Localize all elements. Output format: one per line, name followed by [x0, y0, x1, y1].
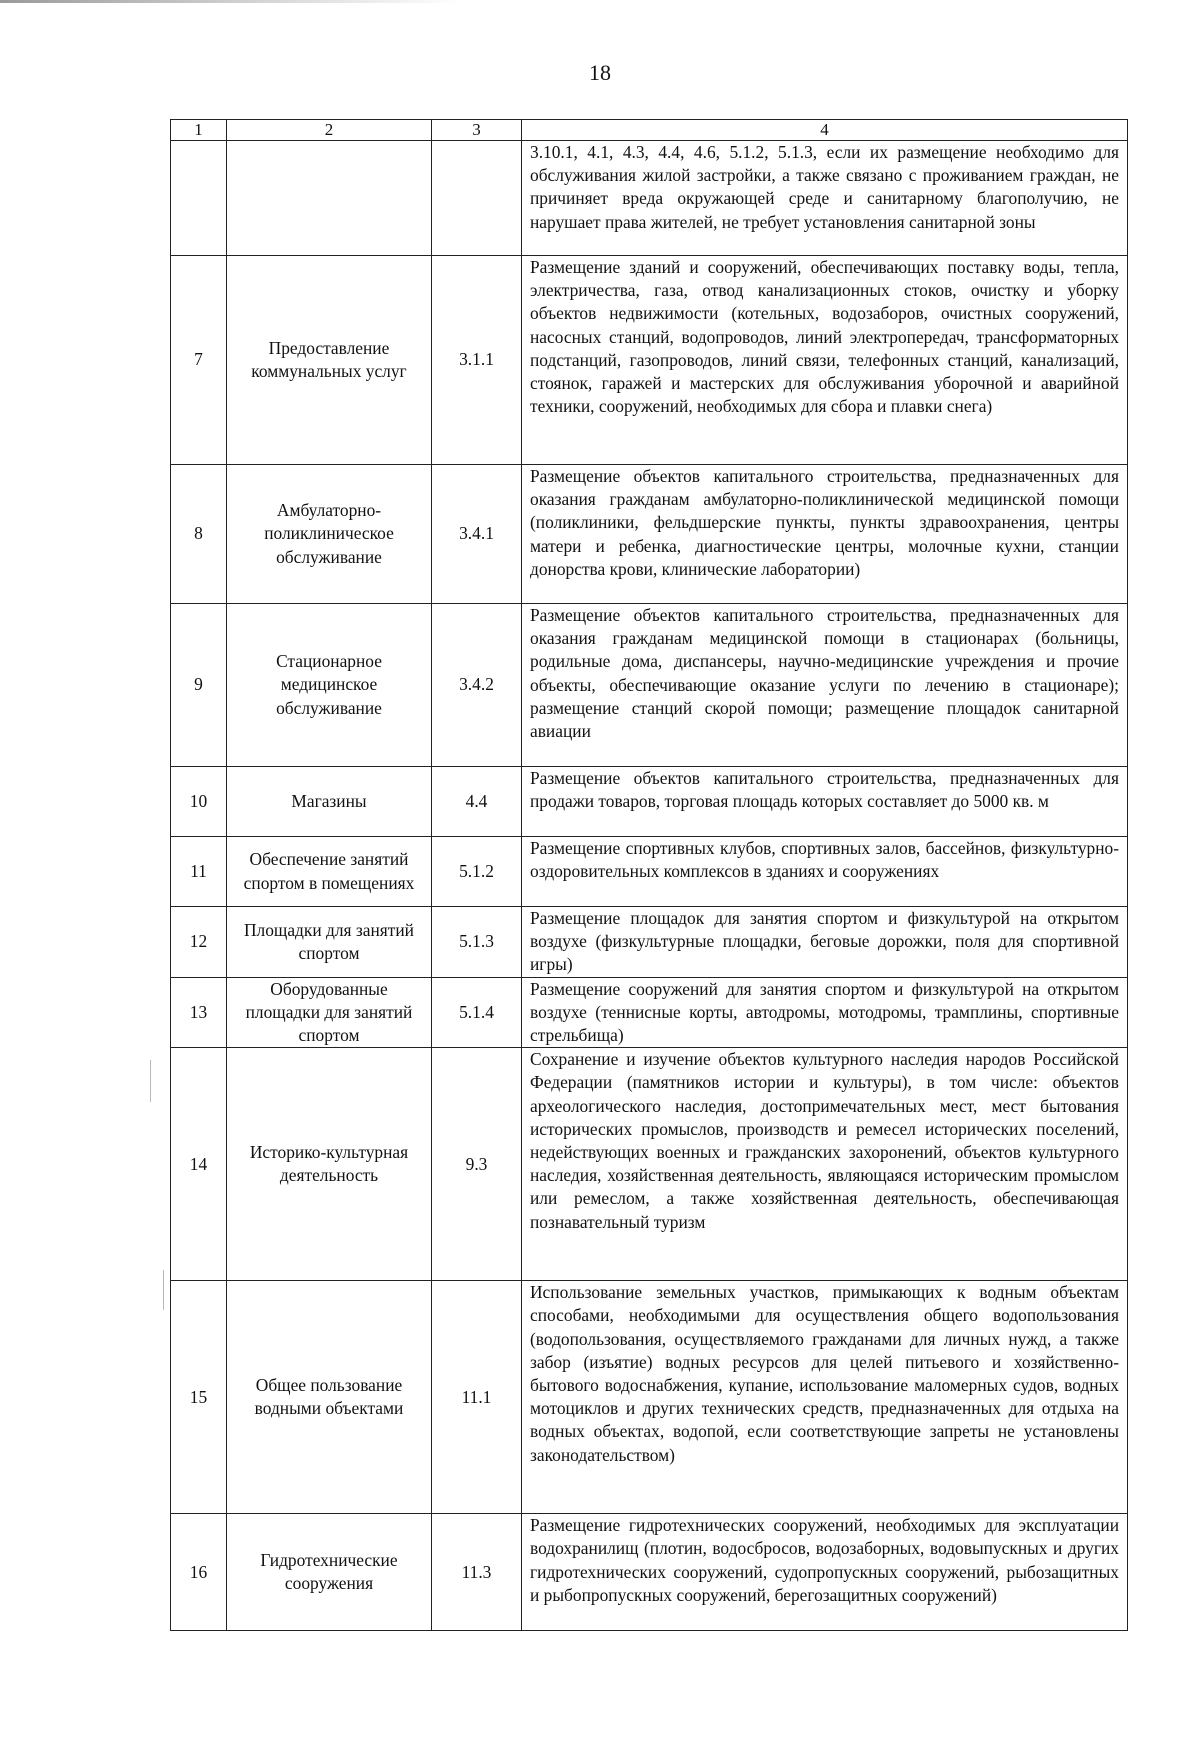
- table-row: [171, 141, 1128, 256]
- scan-margin-artifact: [150, 1060, 151, 1102]
- classifier-code: 5.1.2: [432, 837, 522, 907]
- use-description: Размещение площадок для занятия спортом и физкультурой на открытом воздухе (физкультурные площадки, беговые дорожки, поля для спортивной игры): [522, 907, 1128, 978]
- use-type-name: Гидротехнические сооружения: [227, 1514, 432, 1631]
- table-row: [171, 465, 1128, 604]
- table-row: [171, 604, 1128, 767]
- row-number: 7: [171, 256, 227, 465]
- classifier-code: 11.1: [432, 1281, 522, 1514]
- use-type-name: Общее пользование водными объектами: [227, 1281, 432, 1514]
- row-number: 13: [171, 977, 227, 1048]
- classifier-code: 5.1.3: [432, 907, 522, 978]
- use-type-name: Стационарное медицинское обслуживание: [227, 604, 432, 767]
- use-description: Размещение объектов капитального строительства, предназначенных для оказания гражданам амбулаторно-поликлинической медицинской помощи (поликлиники, фельдшерские пункты, пункты здравоохранения, центры матери и ребенка, диагностические центры, молочные кухни, станции донорства крови, клинические лаборатории): [522, 465, 1128, 604]
- table-row: [171, 1281, 1128, 1514]
- classifier-code: 9.3: [432, 1048, 522, 1281]
- use-description: Использование земельных участков, примыкающих к водным объектам способами, необходимыми для осуществления общего водопользования (водопользования, осуществляемого гражданами для личных нужд, а также забор (изъятие) водных ресурсов для целей питьевого и хозяйственно-бытового водоснабжения, купание, использование маломерных судов, водных мотоциклов и других технических средств, предназначенных для отдыха на водных объектах, водопой, если соответствующие запреты не установлены законодательством): [522, 1281, 1128, 1514]
- use-description: Размещение сооружений для занятия спортом и физкультурой на открытом воздухе (теннисные корты, автодромы, мотодромы, трамплины, спортивные стрельбища): [522, 977, 1128, 1048]
- use-description: Размещение объектов капитального строительства, предназначенных для оказания гражданам медицинской помощи в стационарах (больницы, родильные дома, диспансеры, научно-медицинские учреждения и прочие объекты, обеспечивающие оказание услуги по лечению в стационаре); размещение станций скорой помощи; размещение площадок санитарной авиации: [522, 604, 1128, 767]
- classifier-code: 11.3: [432, 1514, 522, 1631]
- column-header-4: 4: [522, 120, 1128, 141]
- use-type-name: Площадки для занятий спортом: [227, 907, 432, 978]
- use-description: 3.10.1, 4.1, 4.3, 4.4, 4.6, 5.1.2, 5.1.3, если их размещение необходимо для обслуживания жилой застройки, а также связано с проживанием граждан, не причиняет вреда окружающей среде и санитарному благополучию, не нарушает права жителей, не требует установления санитарной зоны: [522, 141, 1128, 256]
- row-number: 10: [171, 767, 227, 837]
- classifier-code: 3.4.1: [432, 465, 522, 604]
- classifier-code: [432, 141, 522, 256]
- land-use-table: [170, 119, 1128, 1631]
- table-row: [171, 977, 1128, 1048]
- row-number: 15: [171, 1281, 227, 1514]
- use-description: Размещение объектов капитального строительства, предназначенных для продажи товаров, торговая площадь которых составляет до 5000 кв. м: [522, 767, 1128, 837]
- table-row: [171, 1514, 1128, 1631]
- table-row: [171, 767, 1128, 837]
- table-header-row: [171, 120, 1128, 141]
- row-number: [171, 141, 227, 256]
- use-description: Сохранение и изучение объектов культурного наследия народов Российской Федерации (памятников истории и культуры), в том числе: объектов археологического наследия, достопримечательных мест, мест бытования исторических промыслов, производств и ремесел исторических поселений, недействующих военных и гражданских захоронений, объектов культурного наследия, хозяйственная деятельность, являющаяся историческим промыслом или ремеслом, а также хозяйственная деятельность, обеспечивающая познавательный туризм: [522, 1048, 1128, 1281]
- row-number: 11: [171, 837, 227, 907]
- row-number: 14: [171, 1048, 227, 1281]
- column-header-3: 3: [432, 120, 522, 141]
- use-type-name: Амбулаторно-поликлиническое обслуживание: [227, 465, 432, 604]
- use-type-name: Обеспечение занятий спортом в помещениях: [227, 837, 432, 907]
- row-number: 8: [171, 465, 227, 604]
- use-description: Размещение спортивных клубов, спортивных залов, бассейнов, физкультурно-оздоровительных комплексов в зданиях и сооружениях: [522, 837, 1128, 907]
- column-header-1: 1: [171, 120, 227, 141]
- scan-edge-artifact: [0, 0, 460, 3]
- row-number: 12: [171, 907, 227, 978]
- scan-margin-artifact: [163, 1270, 164, 1310]
- table-row: [171, 256, 1128, 465]
- table-row: [171, 837, 1128, 907]
- classifier-code: 4.4: [432, 767, 522, 837]
- classifier-code: 3.1.1: [432, 256, 522, 465]
- column-header-2: 2: [227, 120, 432, 141]
- use-description: Размещение гидротехнических сооружений, необходимых для эксплуатации водохранилищ (плотин, водосбросов, водозаборных, водовыпускных и других гидротехнических сооружений, судопропускных сооружений, рыбозащитных и рыбопропускных сооружений, берегозащитных сооружений): [522, 1514, 1128, 1631]
- use-type-name: Оборудованные площадки для занятий спортом: [227, 977, 432, 1048]
- classifier-code: 5.1.4: [432, 977, 522, 1048]
- table-row: [171, 907, 1128, 978]
- row-number: 16: [171, 1514, 227, 1631]
- page-number: 18: [589, 60, 611, 85]
- use-description: Размещение зданий и сооружений, обеспечивающих поставку воды, тепла, электричества, газа, отвод канализационных стоков, очистку и уборку объектов недвижимости (котельных, водозаборов, очистных сооружений, насосных станций, водопроводов, линий электропередач, трансформаторных подстанций, газопроводов, линий связи, телефонных станций, канализаций, стоянок, гаражей и мастерских для обслуживания уборочной и аварийной техники, сооружений, необходимых для сбора и плавки снега): [522, 256, 1128, 465]
- use-type-name: Предоставление коммунальных услуг: [227, 256, 432, 465]
- table-row: [171, 1048, 1128, 1281]
- row-number: 9: [171, 604, 227, 767]
- use-type-name: [227, 141, 432, 256]
- use-type-name: Историко-культурная деятельность: [227, 1048, 432, 1281]
- classifier-code: 3.4.2: [432, 604, 522, 767]
- use-type-name: Магазины: [227, 767, 432, 837]
